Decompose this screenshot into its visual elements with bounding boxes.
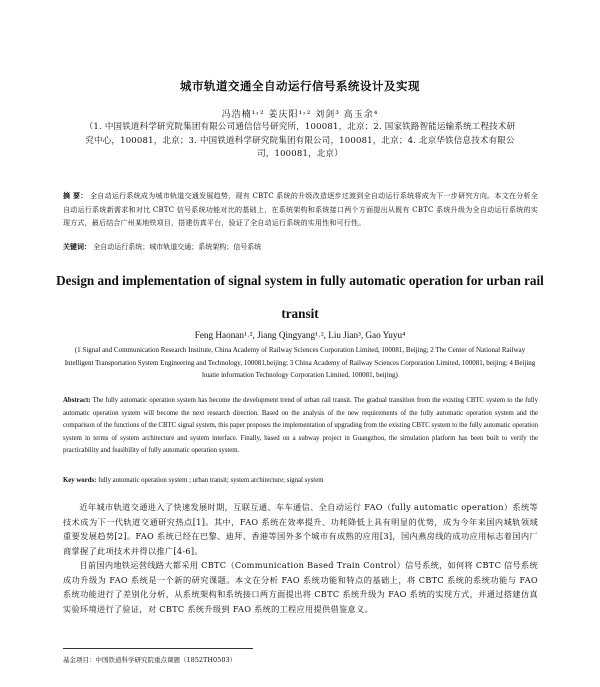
chinese-affiliation: （1. 中国铁道科学研究院集团有限公司通信信号研究所，100081，北京；2. 国家铁路智能运输系统工程技术研究中心，100081，北京；3. 中国铁道科学研究院集团有限公司，100081，北京；4. 北京华铁信息技术有限公司，100081，北京） <box>84 122 516 159</box>
english-abstract-text: The fully automatic operation system has become the development trend of urban rail transit. The gradual transition from the existing CBTC system to the fully automatic operation system will become the next research direction. Based on the analysis of the new requirements of the fully automatic operation system and the comparison of the functions of the CBTC signal system, this paper proposes the implementation of upgrading from the existing CBTC system to the fully automatic operation system in terms of system architecture and system interface. Finally, based on a subway project in Guangzhou, the simulation platform has been built to verify the practicability and feasibility of fully automatic operation system. <box>63 397 538 454</box>
chinese-abstract <box>63 190 538 231</box>
chinese-keywords-label: 关键词： <box>63 243 91 251</box>
english-abstract-label: Abstract: <box>63 397 91 404</box>
english-keywords-text: fully automatic operation system ; urban transit; system architecture; signal system <box>98 477 324 484</box>
body-paragraph: 近年城市轨道交通进入了快速发展时期，互联互通、车车通信、全自动运行 FAO（fully automatic operation）系统等技术成为下一代轨道交通研究热点[1]。其中，FAO 系统在效率提升、功耗降低上具有明显的优势，成为今年来国内城轨领域重要发展趋势[2]。FAO 系统已经在巴黎、迪拜、香港等国外多个城市有成熟的应用[3]，国内燕房线的成功应用标志着国内厂商掌握了此项技术并得以推广[4-6]。 <box>63 502 538 556</box>
english-abstract <box>63 395 538 458</box>
english-title: Design and implementation of signal system in fully automatic operation for urban rail transit <box>56 273 544 321</box>
footnote-divider <box>63 648 253 649</box>
english-authors: Feng Haonan¹˒², Jiang Qingyang¹˒², Liu Jian³, Gao Yuyu⁴ <box>194 330 406 340</box>
english-affiliation: (1 Signal and Communication Research Institute, China Academy of Railway Sciences Corporation Limited, 100081, Beijing; 2 The Center of National Railway Intelligent Transportation System Engineering and Technology, 100081,beijing; 3 China Academy of Railway Sciences Corporation Limited, 100081, beijing; 4 Beijing huatie information Technology Corporation Limited, 100081, beijing) <box>64 346 536 379</box>
body-paragraph: 目前国内地铁运营线路大都采用 CBTC（Communication Based Train Control）信号系统，如何将 CBTC 信号系统成功升级为 FAO 系统是一个新的研究课题。本文在分析 FAO 系统功能和特点的基础上，将 CBTC 系统的系统功能与 FAO 系统功能进行了差别化分析，从系统架构和系统接口两方面提出将 CBTC 系统升级为 FAO 系统的实现方式，并通过搭建仿真实验环境进行了验证，对 CBTC 系统升级到 FAO 系统的工程应用提供借鉴意义。 <box>63 560 538 614</box>
chinese-authors: 冯浩楠¹˒² 姜庆阳¹˒² 刘剑³ 高玉余⁴ <box>221 110 379 120</box>
chinese-keywords-text: 全自动运行系统；城市轨道交通；系统架构；信号系统 <box>93 243 262 251</box>
chinese-abstract-label: 摘 要： <box>63 192 88 200</box>
english-keywords <box>63 475 538 487</box>
chinese-abstract-text: 全自动运行系统成为城市轨道交通发展趋势，现有 CBTC 系统的升级改造逐步过渡到全自动运行系统将成为下一步研究方向。本文在分析全自动运行系统新需求和对比 CBTC 信号系统功能对比的基础上，在系统架构和系统接口两个方面提出从既有 CBTC 系统升级为全自动运行系统的实现方式，最后结合广州某地铁项目，搭建仿真平台，验证了全自动运行系统的实用性和可行性。 <box>63 192 538 227</box>
body-text <box>63 500 538 616</box>
footnote: 基金项目：中国铁道科学研究院重点课题（1852TH0503） <box>63 656 237 664</box>
english-keywords-label: Key words: <box>63 477 97 484</box>
chinese-title: 城市轨道交通全自动运行信号系统设计及实现 <box>180 79 420 93</box>
chinese-keywords <box>63 241 538 253</box>
